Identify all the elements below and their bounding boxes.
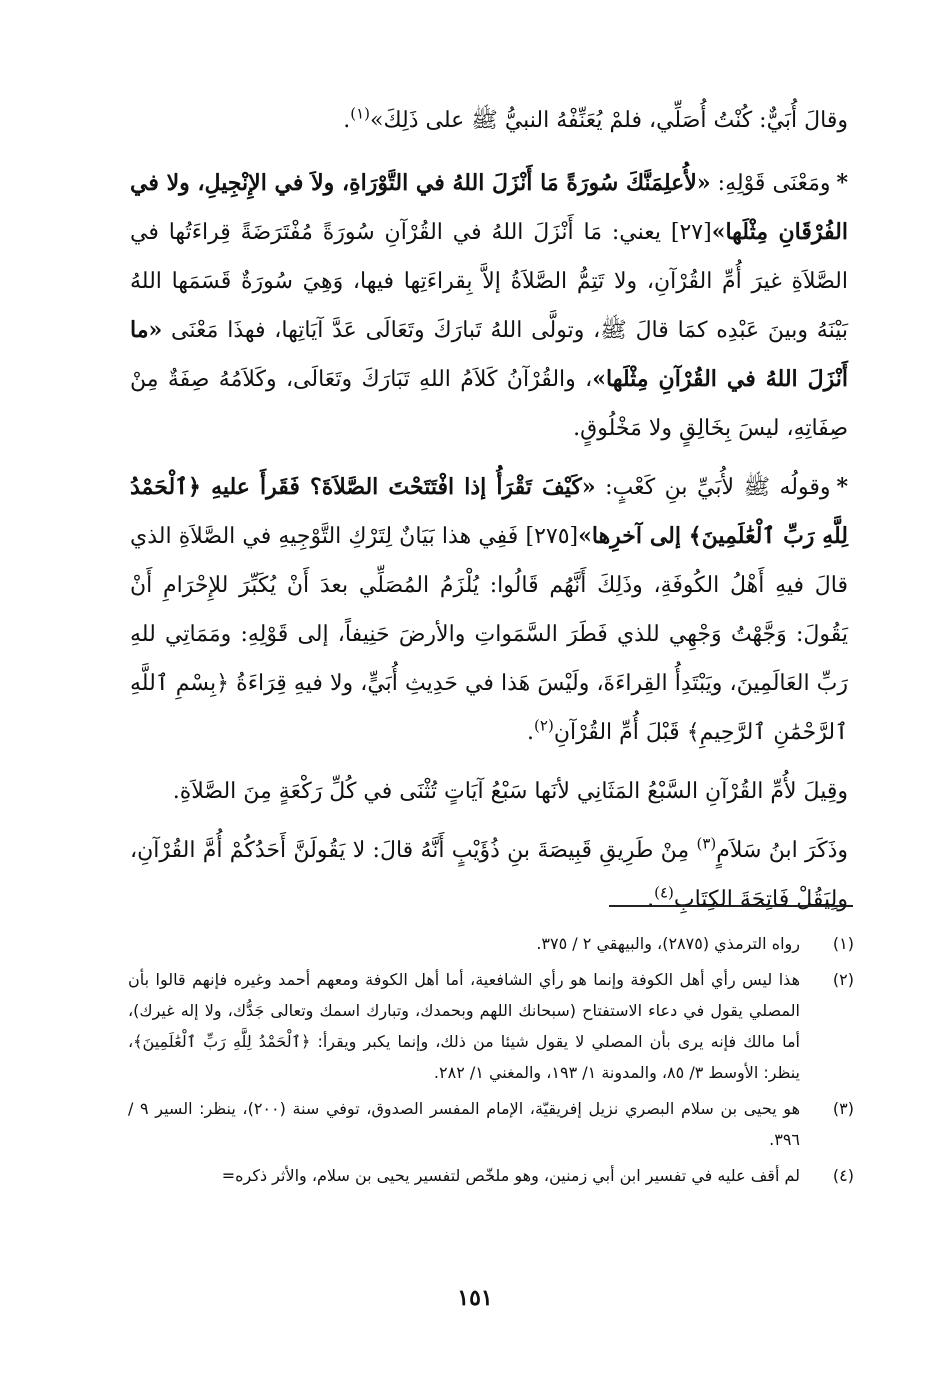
paragraph-3 bbox=[130, 463, 848, 757]
footnote-ref-1: (١) bbox=[350, 104, 371, 123]
footnote-ref-3: (٣) bbox=[696, 834, 717, 853]
paragraph-1-tail: . bbox=[343, 108, 351, 133]
footnote-number: (٤) bbox=[832, 1166, 854, 1185]
paragraph-2-lead: ومَعْنَى قَوْلِهِ: bbox=[710, 171, 831, 196]
footnote-ref-2: (٢) bbox=[534, 716, 554, 735]
footnote-number: (٣) bbox=[832, 1099, 854, 1118]
footnote-text: هو يحيى بن سلام البصري نزيل إفريقيّة، الإمام المفسر الصدوق، توفي سنة (٢٠٠)، ينظر: السير ٩ / ٣٩٦. bbox=[128, 1099, 800, 1149]
main-text bbox=[130, 96, 848, 934]
paragraph-2-body-2: ، والقُرْآنُ كَلاَمُ اللهِ تَبَارَكَ وتَعَالَى، وكَلاَمُهُ صِفَةٌ مِنْ صِفَاتِهِ، ليسَ بِخَالِقٍ ولا مَخْلُوقٍ. bbox=[130, 367, 848, 441]
paragraph-4-text: وقِيلَ لأُمِّ القُرْآنِ السَّبْعُ المَثَانِي لأنَها سَبْعُ آيَاتٍ تُثْنَى في كُلِّ رَكْعَةٍ مِنَ الصَّلاَةِ. bbox=[172, 779, 848, 804]
paragraph-1 bbox=[130, 96, 848, 145]
paragraph-1-text: وقالَ أُبَيٌّ: كُنْتُ أُصَلِّي، فلمْ يُعَنِّفْهُ النبيُّ ﷺ على ذَلِكَ» bbox=[370, 108, 848, 133]
footnote-ref-4: (٤) bbox=[654, 883, 674, 902]
paragraph-5-text: وذَكَرَ ابنُ سَلاَمٍ bbox=[716, 838, 848, 863]
footnote-text: رواه الترمذي (٢٨٧٥)، والبيهقي ٢ / ٣٧٥. bbox=[536, 934, 800, 953]
footnote-4 bbox=[128, 1160, 854, 1191]
asterisk-marker: * bbox=[836, 170, 849, 196]
footnote-text: هذا ليس رأي أهل الكوفة وإنما هو رأي الشافعية، أما أهل الكوفة ومعهم أحمد وغيره فإنهم قالوا بأن المصلي يقول في دعاء الاستفتاح (سبحانك اللهم وبحمدك، وتبارك اسمك وتعالى جَدُّك، ولا إله غيرك)، أما مالك فإنه يرى بأن المصلي لا يقول شيئا من ذلك، وإنما يكبر ويقرأ: ﴿ٱلْحَمْدُ لِلَّهِ رَبِّ ٱلْعَٰلَمِينَ﴾، ينظر: الأوسط ٣/ ٨٥، والمدونة ١/ ١٩٣، والمغني ١/ ٢٨٢. bbox=[128, 970, 800, 1082]
paragraph-2 bbox=[130, 159, 848, 453]
paragraph-3-lead: وقولُه ﷺ لأُبَيِّ بنِ كَعْبٍ: bbox=[595, 475, 831, 500]
paragraph-3-body: [٢٧٥] فَفِي هذا بَيَانٌ لِتَرْكِ التَّوْجِيهِ في الصَّلاَةِ الذي قالَ فيهِ أَهْلُ الكُوفَةِ، وذَلِكَ أَنَّهُم قَالُوا: يُلْزَمُ المُصَلِّي بعدَ أَنْ يُكَبِّرَ للإِحْرَامِ أَنْ يَقُولَ: وَجَّهْتُ وَجْهِي للذي فَطَرَ السَّمَواتِ والأرضَ حَنِيفاً، إلى قَوْلِهِ: ومَمَاتِي للهِ رَبِّ العَالَمِينَ، ويَبْتَدِأُ القِراءَةَ، ولَيْسَ هَذا في حَدِيثِ أُبَيٍّ، ولا فيهِ قِرَاءَةُ ﴿بِسْمِ ٱللَّهِ ٱلرَّحْمَٰنِ ٱلرَّحِيمِ﴾ قَبْلَ أُمِّ القُرْآنِ bbox=[130, 524, 848, 745]
hadith-quote: «لأُعلِمَنَّكَ سُورَةً مَا أَنْزَلَ اللهُ في التَّوْرَاةِ، ولاَ في الإِنْجِيلِ، ولا في الفُرْقَانِ مِثْلَها» bbox=[130, 170, 848, 245]
paragraph-4 bbox=[130, 767, 848, 816]
paragraph-5-tail: . bbox=[647, 887, 655, 912]
paragraph-5-body: مِنْ طَرِيقِ قَبِيصَةَ بنِ ذُؤَيْبٍ أَنَّهُ قالَ: لا يَقُولَنَّ أَحَدُكُمْ أُمَّ القُرْآنِ، ولِيَقُلْ فَاتِحَةَ الكِتَابِ bbox=[130, 838, 848, 912]
footnote-2 bbox=[128, 964, 854, 1088]
footnote-3 bbox=[128, 1093, 854, 1155]
footnote-1 bbox=[128, 928, 854, 959]
footnote-number: (١) bbox=[832, 934, 854, 953]
footnote-divider bbox=[609, 905, 853, 907]
paragraph-2-body: [٢٧] يعني: مَا أَنْزَلَ اللهُ في القُرْآنِ سُورَةً مُفْتَرَضَةً قِراءَتُها في الصَّلاَةِ غيرَ أُمِّ القُرْآنِ، ولا تَتِمُّ الصَّلاَةُ إلاَّ بِقراءَتِها فيها، وَهِيَ سُورَةٌ قَسَمَها اللهُ بَيْنَهُ وبينَ عَبْدِه كمَا قالَ ﷺ، وتولَّى اللهُ تَبارَكَ وتَعَالَى عَدَّ آيَاتِها، فهذَا مَعْنَى bbox=[130, 220, 848, 343]
footnote-number: (٢) bbox=[832, 970, 854, 989]
footnote-text: لم أقف عليه في تفسير ابن أبي زمنين، وهو ملخّص لتفسير يحيى بن سلام، والأثر ذكره= bbox=[221, 1166, 800, 1185]
asterisk-marker: * bbox=[836, 474, 848, 500]
hadith-quote: «كَيْفَ تَقْرَأُ إذا افْتَتَحْتَ الصَّلاَةَ؟ فَقَرأَ عليهِ ﴿ٱلْحَمْدُ لِلَّهِ رَبِّ ٱلْعَٰلَمِينَ﴾ إلى آخرِها» bbox=[130, 474, 849, 549]
hadith-quote-2: «ما أَنْزَلَ اللهُ في القُرْآنِ مِثْلَها» bbox=[130, 317, 848, 392]
page-number: ١٥١ bbox=[457, 1285, 493, 1311]
footnotes bbox=[128, 928, 854, 1196]
paragraph-3-tail: . bbox=[527, 720, 535, 745]
paragraph-5 bbox=[130, 826, 848, 924]
